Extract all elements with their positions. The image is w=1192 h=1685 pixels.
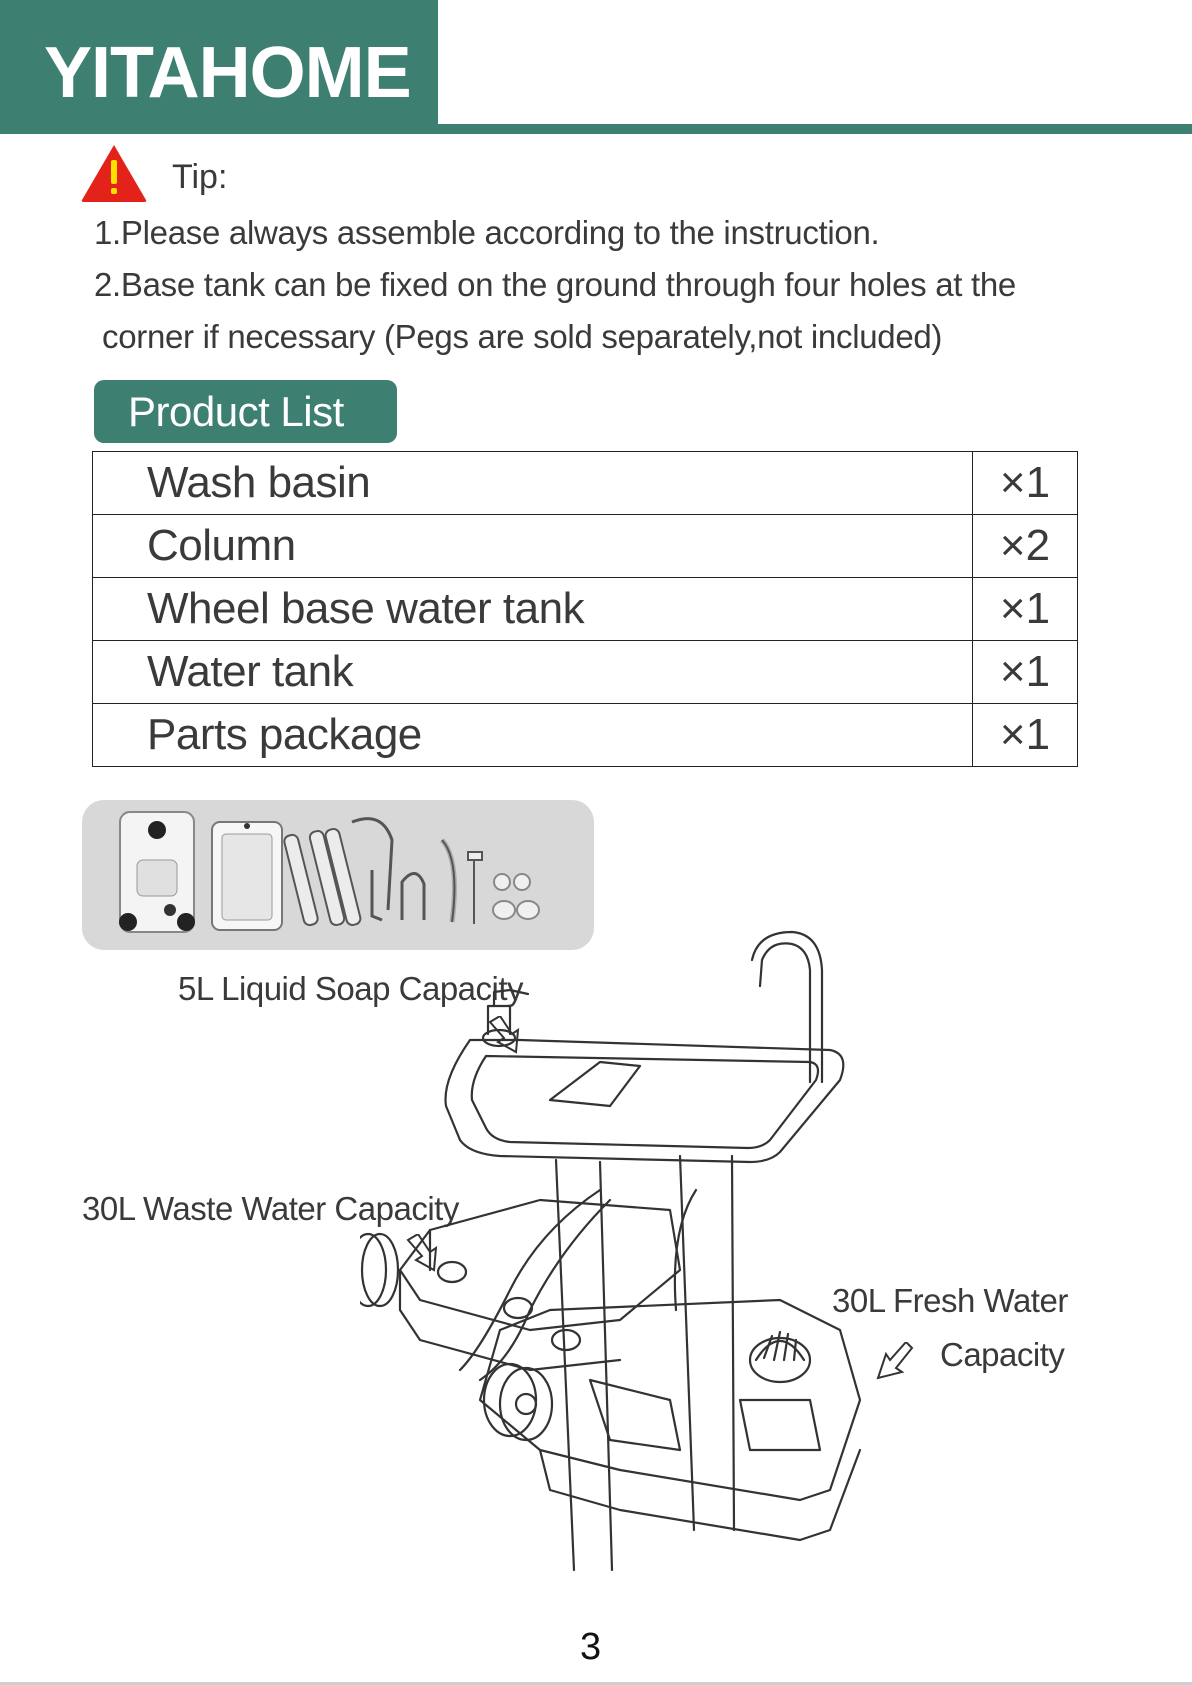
product-list-title: Product List [128, 388, 344, 435]
tip-label: Tip: [172, 158, 228, 196]
wheel-base-tank-part [119, 812, 195, 932]
brand-logo: YITAHOME [44, 33, 411, 113]
fresh-capacity-label-line1: 30L Fresh Water [832, 1282, 1068, 1319]
parts-photo-panel [82, 800, 594, 950]
parts-illustration [82, 800, 594, 950]
table-row [93, 578, 1078, 641]
cap-parts [493, 874, 539, 919]
warning-triangle-icon [80, 142, 148, 204]
table-row [93, 641, 1078, 704]
faucet-hose-parts [352, 819, 454, 922]
product-list-table [92, 451, 1078, 767]
soap-pump-part [468, 852, 482, 924]
wash-basin-part [212, 822, 282, 930]
item-name: Column [93, 515, 973, 578]
wheel-left [360, 1234, 386, 1306]
item-qty: ×2 [973, 515, 1078, 578]
table-row [93, 704, 1078, 767]
fresh-water-cap [750, 1338, 810, 1382]
brand-banner [0, 0, 438, 134]
hand-wash-station-diagram [360, 930, 1080, 1610]
soap-capacity-label: 5L Liquid Soap Capacity [178, 970, 524, 1007]
fresh-capacity-label-line2: Capacity [940, 1336, 1065, 1373]
item-qty: ×1 [973, 578, 1078, 641]
column-parts [283, 828, 362, 927]
item-name: Wheel base water tank [93, 578, 973, 641]
item-qty: ×1 [973, 704, 1078, 767]
header-rule [438, 124, 1192, 134]
item-name: Water tank [93, 641, 973, 704]
page-number: 3 [580, 1626, 602, 1668]
waste-capacity-label: 30L Waste Water Capacity [82, 1190, 459, 1227]
table-row [93, 515, 1078, 578]
product-list-heading [94, 380, 397, 443]
tip-line-1: 1.Please always assemble according to the instruction. [94, 214, 880, 251]
tip-line-3: corner if necessary (Pegs are sold separately,not included) [102, 318, 943, 355]
table-row [93, 452, 1078, 515]
item-qty: ×1 [973, 641, 1078, 704]
column-right [680, 1156, 694, 1530]
item-name: Wash basin [93, 452, 973, 515]
item-name: Parts package [93, 704, 973, 767]
item-qty: ×1 [973, 452, 1078, 515]
tip-line-2: 2.Base tank can be fixed on the ground through four holes at the [94, 266, 1016, 303]
